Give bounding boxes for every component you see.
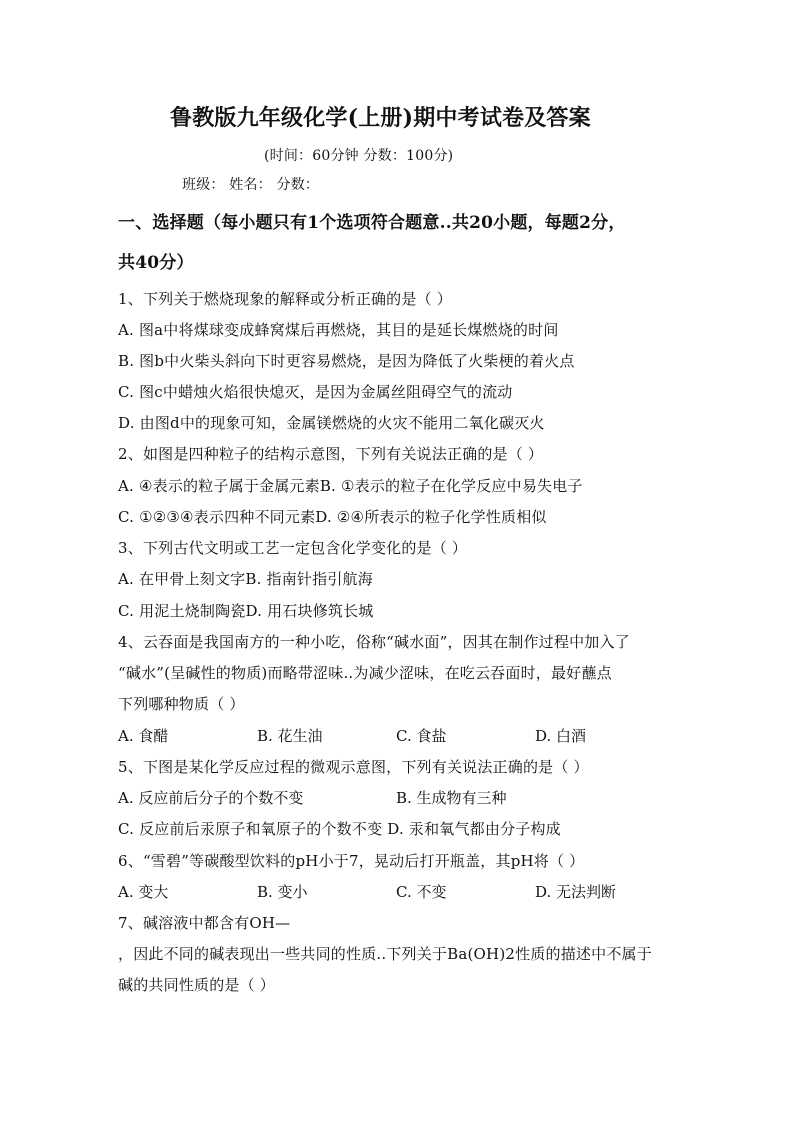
question-1-stem: 1、下列关于燃烧现象的解释或分析正确的是（ ） [118, 290, 452, 308]
question-6-option-c: C. 不变 [396, 883, 447, 901]
question-6-option-a: A. 变大 [118, 883, 169, 901]
student-fields: 班级： 姓名： 分数： [182, 177, 320, 193]
question-4-option-d: D. 白酒 [535, 727, 587, 745]
question-1-option-c: C. 图c中蜡烛火焰很快熄灭，是因为金属丝阻碍空气的流动 [118, 383, 513, 401]
question-1-option-a: A. 图a中将煤球变成蜂窝煤后再燃烧，其目的是延长煤燃烧的时间 [118, 321, 559, 339]
question-2-options-cd: C. ①②③④表示四种不同元素D. ②④所表示的粒子化学性质相似 [118, 508, 547, 526]
question-1-option-d: D. 由图d中的现象可知，金属镁燃烧的火灾不能用二氧化碳灭火 [118, 414, 545, 432]
section-heading-cont: 共40分） [118, 253, 194, 273]
section-heading: 一、选择题（每小题只有1个选项符合题意..共20小题，每题2分， [118, 213, 626, 233]
question-4-option-b: B. 花生油 [257, 727, 323, 745]
question-5-option-b: B. 生成物有三种 [396, 789, 507, 807]
question-3-options-ab: A. 在甲骨上刻文字B. 指南针指引航海 [118, 570, 373, 588]
exam-info: (时间：60分钟 分数：100分) [264, 148, 454, 164]
question-4-stem-line3: 下列哪种物质（ ） [118, 695, 245, 713]
question-7-stem-line3: 碱的共同性质的是（ ） [118, 976, 275, 994]
question-6-stem: 6、“雪碧”等碳酸型饮料的pH小于7，晃动后打开瓶盖，其pH将（ ） [118, 852, 585, 870]
question-4-stem-line2: “碱水”(呈碱性的物质)而略带涩味..为减少涩味，在吃云吞面时，最好蘸点 [118, 664, 612, 682]
question-5-option-a: A. 反应前后分子的个数不变 [118, 789, 304, 807]
question-2-stem: 2、如图是四种粒子的结构示意图，下列有关说法正确的是（ ） [118, 445, 544, 463]
question-2-options-ab: A. ④表示的粒子属于金属元素B. ①表示的粒子在化学反应中易失电子 [118, 477, 583, 495]
page-title: 鲁教版九年级化学(上册)期中考试卷及答案 [170, 105, 591, 131]
question-3-options-cd: C. 用泥土烧制陶瓷D. 用石块修筑长城 [118, 602, 374, 620]
question-5-stem: 5、下图是某化学反应过程的微观示意图，下列有关说法正确的是（ ） [118, 758, 589, 776]
question-1-option-b: B. 图b中火柴头斜向下时更容易燃烧，是因为降低了火柴梗的着火点 [118, 352, 575, 370]
question-5-options-cd: C. 反应前后汞原子和氧原子的个数不变 D. 汞和氧气都由分子构成 [118, 820, 561, 838]
question-4-option-c: C. 食盐 [396, 727, 447, 745]
question-7-stem-line1: 7、碱溶液中都含有OH— [118, 914, 291, 932]
question-7-stem-line2: ，因此不同的碱表现出一些共同的性质..下列关于Ba(OH)2性质的描述中不属于 [118, 945, 652, 963]
question-3-stem: 3、下列古代文明或工艺一定包含化学变化的是（ ） [118, 539, 468, 557]
question-6-option-d: D. 无法判断 [535, 883, 617, 901]
question-4-stem-line1: 4、云吞面是我国南方的一种小吃，俗称“碱水面”，因其在制作过程中加入了 [118, 633, 630, 651]
question-6-option-b: B. 变小 [257, 883, 308, 901]
question-4-option-a: A. 食醋 [118, 727, 169, 745]
